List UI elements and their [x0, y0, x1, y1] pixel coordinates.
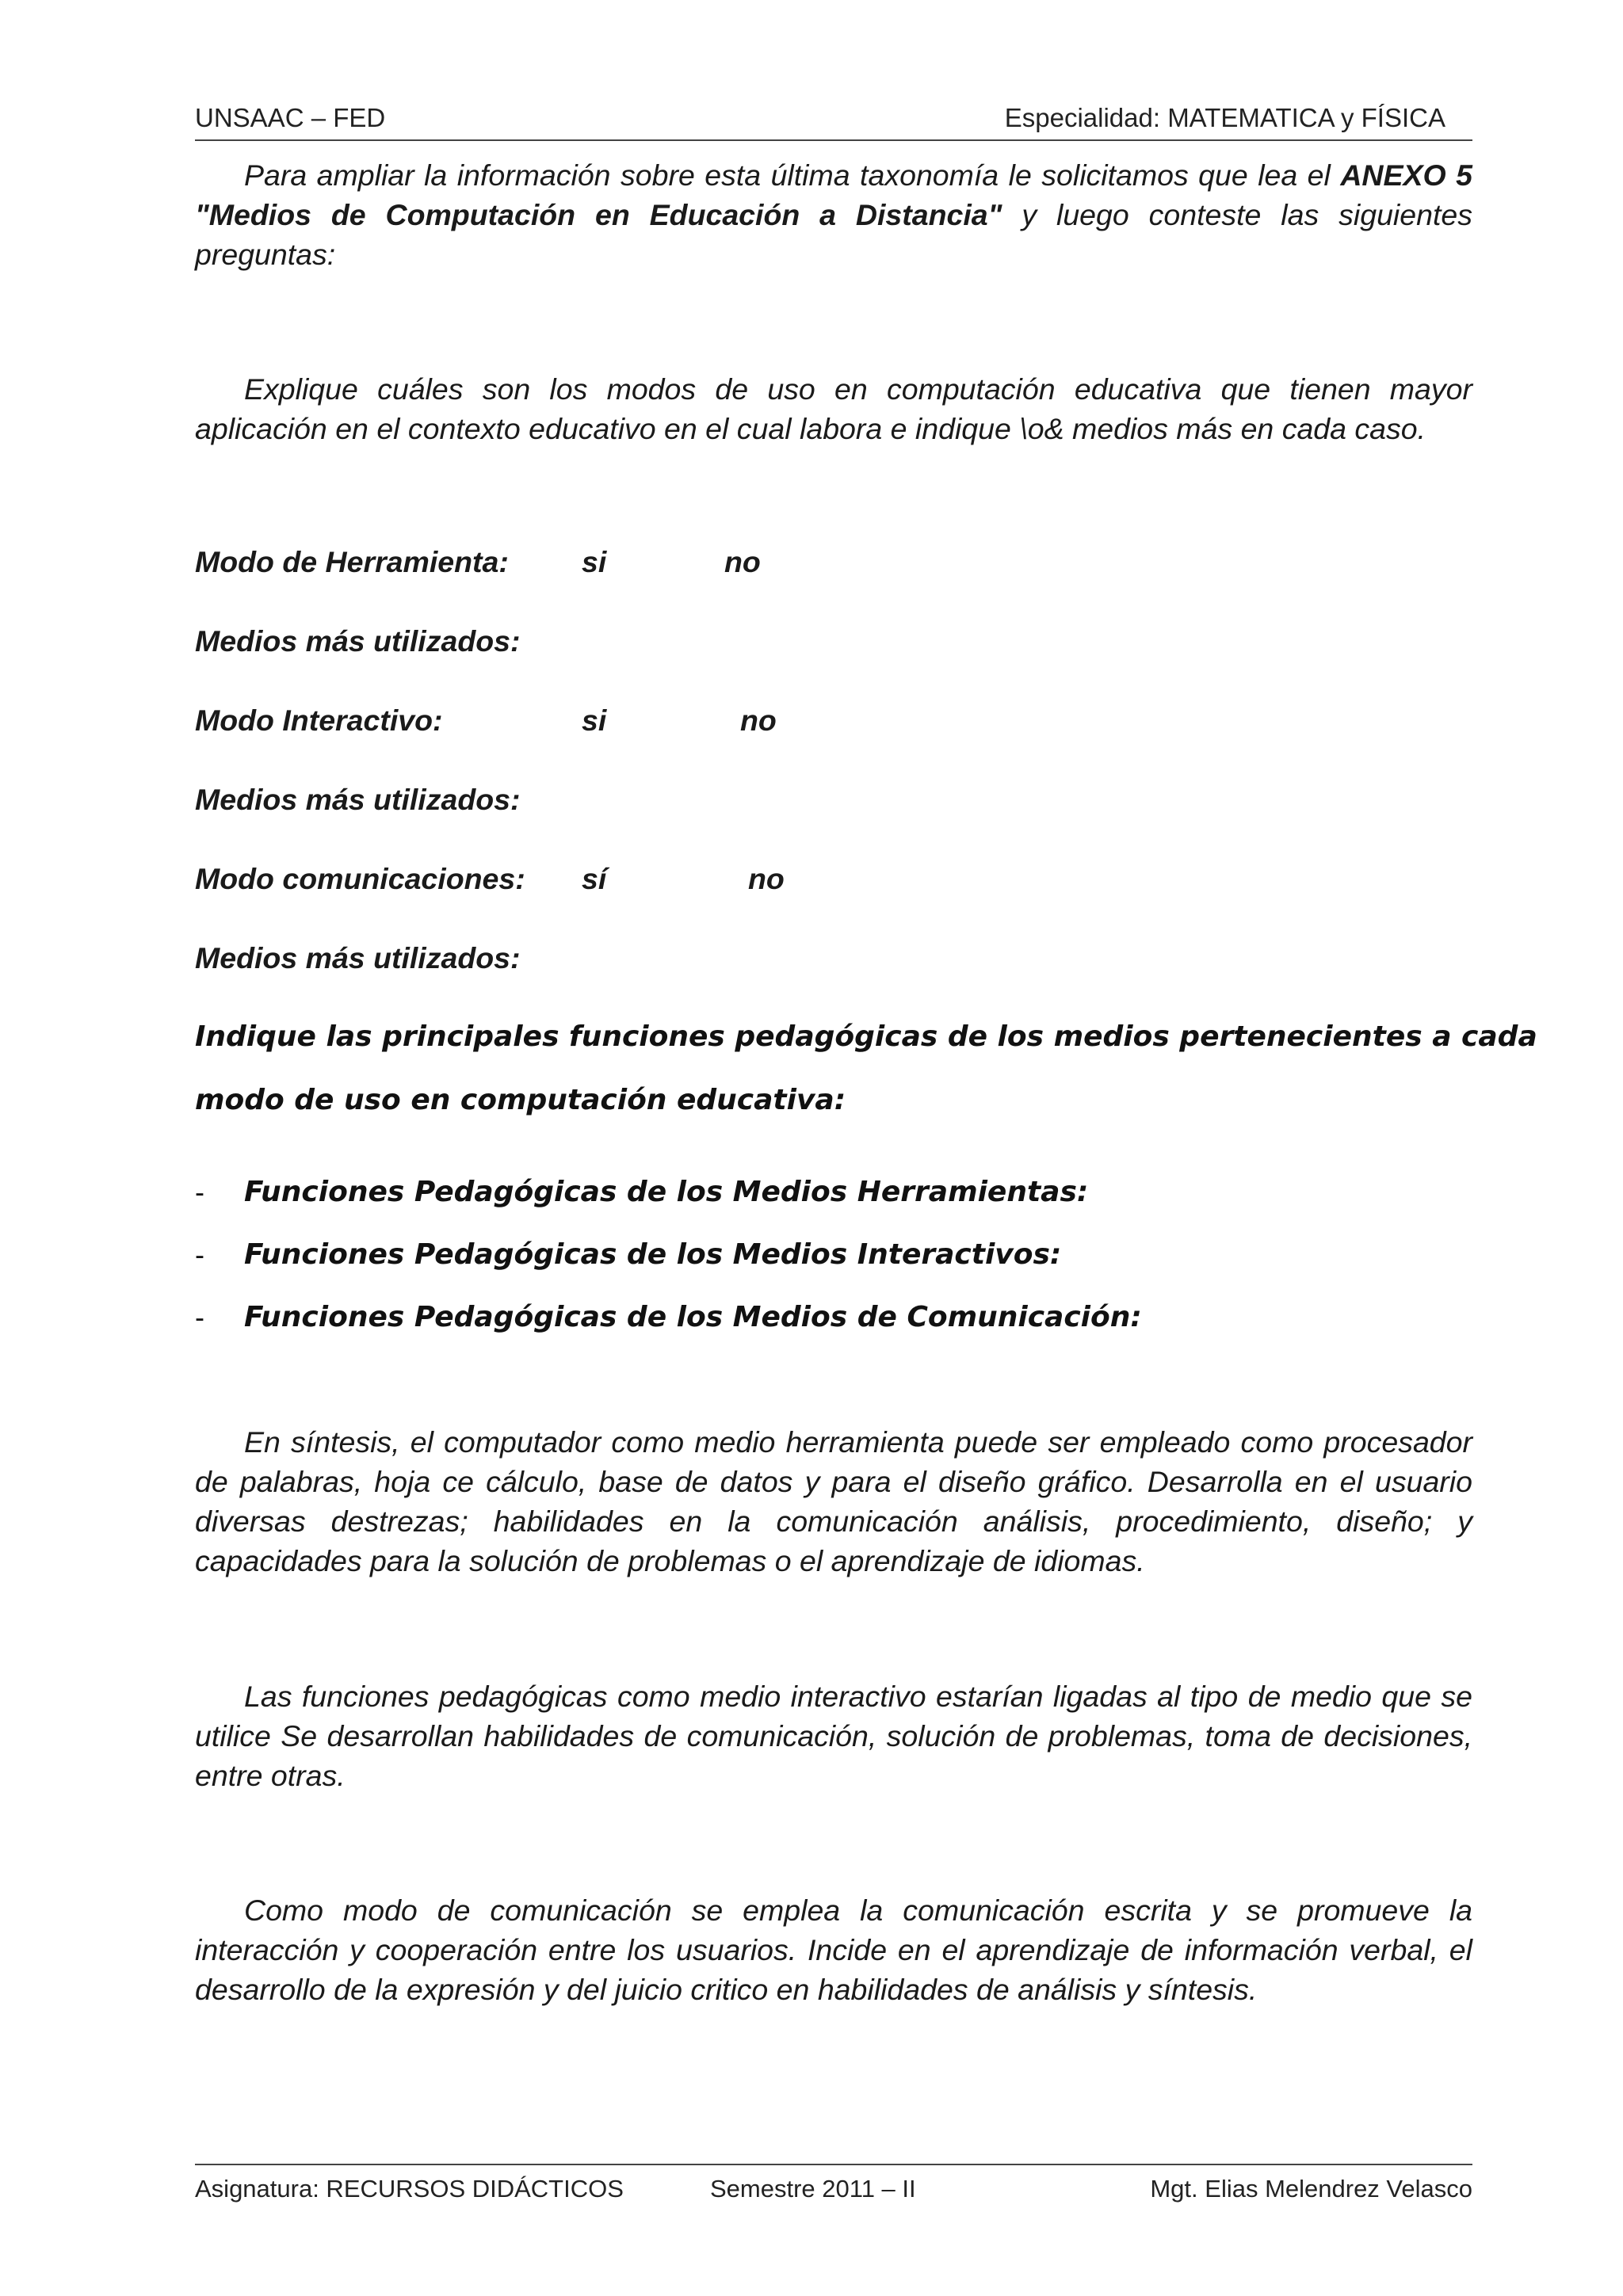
functions-prompt-line-1: Indique las principales funciones pedagógicas de los medios pertenecientes a cada: [195, 1020, 1537, 1053]
list-dash: -: [195, 1301, 204, 1333]
intro-text-start: Para ampliar la información sobre esta última taxonomía le solicitamos que lea el: [244, 158, 1341, 192]
list-item-text: Funciones Pedagógicas de los Medios Herramientas:: [244, 1176, 1089, 1208]
media-label: Medios más utilizados:: [195, 941, 521, 974]
mode-no-option: no: [724, 545, 761, 578]
synthesis-text: En síntesis, el computador como medio herramienta puede ser empleado como procesador de palabras, hoja ce cálculo, base de datos y para el diseño gráfico. Desarrolla en el usuario diversas destrezas; habilidades en la comunicación análisis, procedimiento, diseño; y capacidades para la solución de problemas o el aprendizaje de idiomas.: [195, 1425, 1472, 1577]
header-institution: UNSAAC – FED: [195, 103, 386, 132]
footer-author: Mgt. Elias Melendrez Velasco: [1150, 2175, 1472, 2203]
question-text: Explique cuáles son los modos de uso en computación educativa que tienen mayor aplicación en el contexto educativo en el cual labora e indique \o& medios más en cada caso.: [195, 372, 1472, 445]
mode-no-option: no: [740, 704, 777, 737]
media-label: Medios más utilizados:: [195, 783, 521, 816]
mode-no-option: no: [748, 862, 785, 895]
mode-yes-option: si: [582, 545, 607, 578]
mode-yes-option: sí: [582, 862, 607, 895]
mode-label: Modo comunicaciones:: [195, 862, 525, 895]
footer-semester: Semestre 2011 – II: [710, 2175, 916, 2203]
list-item-text: Funciones Pedagógicas de los Medios Interactivos:: [244, 1238, 1062, 1271]
synthesis-paragraph: [195, 1422, 1472, 1581]
intro-text-end: y luego conteste las siguientes preguntas:: [195, 198, 1473, 271]
page-header: [195, 98, 1472, 141]
communication-paragraph: [195, 1890, 1472, 2009]
question-paragraph: [195, 369, 1472, 448]
communication-text: Como modo de comunicación se emplea la comunicación escrita y se promueve la interacción y cooperación entre los usuarios. Incide en el aprendizaje de información verbal, el desarrollo de la expresión y del juicio critico en habilidades de análisis y síntesis.: [195, 1894, 1472, 2006]
footer-course: Asignatura: RECURSOS DIDÁCTICOS: [195, 2175, 624, 2203]
header-specialty: Especialidad: MATEMATICA y FÍSICA: [1004, 103, 1445, 132]
list-dash: -: [195, 1238, 204, 1271]
list-item-text: Funciones Pedagógicas de los Medios de Comunicación:: [244, 1301, 1142, 1333]
mode-yes-option: si: [582, 704, 607, 737]
functions-prompt-line-2: modo de uso en computación educativa:: [195, 1084, 846, 1116]
page-footer: [195, 2164, 1472, 2205]
list-dash: -: [195, 1176, 204, 1208]
interactive-paragraph: [195, 1676, 1472, 1795]
interactive-text: Las funciones pedagógicas como medio interactivo estarían ligadas al tipo de medio que se utilice Se desarrollan habilidades de comunicación, solución de problemas, toma de decisiones, entre otras.: [195, 1680, 1472, 1792]
mode-label: Modo de Herramienta:: [195, 545, 509, 578]
mode-label: Modo Interactivo:: [195, 704, 443, 737]
annex-reference: ANEXO 5 "Medios de Computación en Educación a Distancia": [195, 158, 1472, 231]
media-label: Medios más utilizados:: [195, 624, 521, 658]
intro-paragraph: [195, 155, 1472, 274]
